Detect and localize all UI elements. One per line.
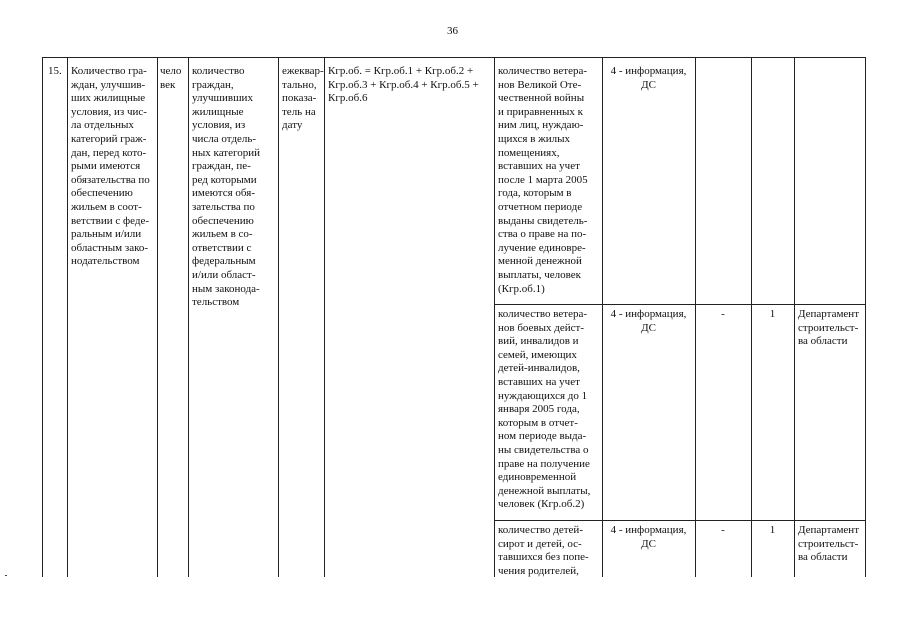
component-col-b: 1	[769, 308, 776, 320]
col-border-5	[324, 57, 325, 577]
unit-of-measure: чело век	[160, 65, 182, 91]
component-col-a: -	[721, 524, 725, 536]
component-description: количество ветера- нов боевых дейст- вий, инвалидов и семей, имеющих детей-инвалидов, вставших на учет нуждающихся до 1 января 2005 года, которым в отчет- ном периоде выда- ны свидетельства о праве на получение единовременной денежной выплаты, человек (Кгр.об.2)	[498, 308, 591, 511]
row-divider-2	[494, 520, 865, 521]
component-source: 4 - информация, ДС	[610, 308, 687, 334]
col-border-0	[42, 57, 43, 577]
col-border-2	[157, 57, 158, 577]
indicator-table	[42, 57, 865, 577]
indicator-definition: количество граждан, улучшивших жилищные условия, из числа отдель- ных категорий граждан, пе- ред которыми имеются обя- зательства по обеспечению жильем в со- ответствии с федеральным и/или област- ным законода- тельством	[192, 65, 261, 309]
component-source: 4 - информация, ДС	[610, 524, 687, 550]
periodicity: ежеквар- тально, показа- тель на дату	[282, 65, 324, 132]
col-border-11	[865, 57, 866, 577]
indicator-name: Количество гра- ждан, улучшив- ших жилищные условия, из чис- ла отдельных категорий граж- дан, перед кото- рыми имеются обязательства по обеспечению жильем в соот- ветствии с феде- ральным и/или областным зако- нодательством	[71, 65, 150, 268]
row-number: 15.	[48, 65, 62, 77]
page-number: 36	[447, 25, 458, 37]
component-source: 4 - информация, ДС	[610, 65, 687, 91]
component-responsible: Департамент строительст- ва области	[798, 524, 860, 564]
margin-mark	[5, 575, 7, 576]
col-border-10	[794, 57, 795, 577]
col-border-4	[278, 57, 279, 577]
component-col-b: 1	[769, 524, 776, 536]
row-divider-1	[494, 304, 865, 305]
component-responsible: Департамент строительст- ва области	[798, 308, 860, 348]
col-border-6	[494, 57, 495, 577]
component-description: количество детей- сирот и детей, ос- тавшихся без попе- чения родителей,	[498, 524, 589, 577]
component-description: количество ветера- нов Великой Оте- чественной войны и приравненных к ним лиц, нуждаю- щихся в жилых помещениях, вставших на учет после 1 марта 2005 года, которым в отчетном периоде выданы свидетель- ства о праве на по- лучение единовре- менной денежной выплаты, человек (Кгр.об.1)	[498, 65, 588, 295]
table-top-border	[42, 57, 865, 58]
calculation-formula: Кгр.об. = Кгр.об.1 + Кгр.об.2 + Кгр.об.3 + Кгр.об.4 + Кгр.об.5 + Кгр.об.6	[328, 65, 479, 105]
col-border-3	[188, 57, 189, 577]
col-border-1	[67, 57, 68, 577]
component-col-a: -	[721, 308, 725, 320]
